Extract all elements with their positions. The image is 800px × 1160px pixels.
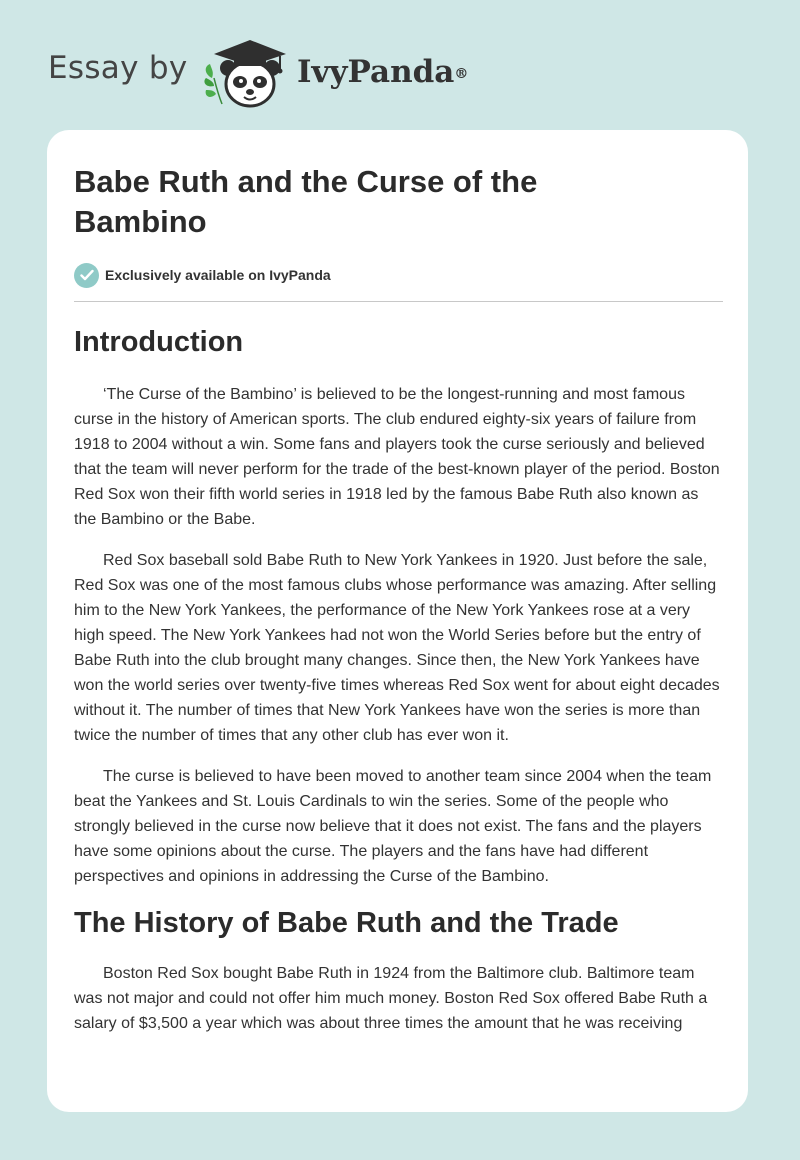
section-heading-history: The History of Babe Ruth and the Trade bbox=[74, 907, 619, 939]
essay-content bbox=[74, 162, 723, 1036]
section-heading-introduction: Introduction bbox=[74, 326, 244, 358]
essay-title: Babe Ruth and the Curse of the Bambino bbox=[74, 164, 538, 239]
paragraph: Boston Red Sox bought Babe Ruth in 1924 from the Baltimore club. Baltimore team was not major and could not offer him much money. Boston Red Sox offered Babe Ruth a salary of $3,500 a year which was about three times the amount that he was receiving bbox=[74, 965, 708, 1032]
essay-by-label: Essay by bbox=[48, 50, 188, 86]
exclusive-badge bbox=[74, 262, 723, 288]
panda-graduate-logo-icon[interactable] bbox=[200, 34, 292, 110]
check-icon bbox=[74, 263, 99, 288]
paragraph: ‘The Curse of the Bambino’ is believed to be the longest-running and most famous curse in the history of American sports. The club endured eighty-six years of failure from 1918 to 2004 without a win. Some fans and players took the curse seriously and believed that the team will never perform for the trade of the best-known player of the period. Boston Red Sox won their fifth world series in 1918 led by the famous Babe Ruth also known as the Bambino or the Babe. bbox=[74, 386, 720, 528]
divider bbox=[74, 301, 723, 302]
brand-name[interactable] bbox=[297, 52, 468, 92]
paragraph: The curse is believed to have been moved to another team since 2004 when the team beat the Yankees and St. Louis Cardinals to win the series. Some of the people who strongly believed in the curse now believe that it does not exist. The fans and the players have some opinions about the curse. The players and the fans have had different perspectives and opinions in addressing the Curse of the Bambino. bbox=[74, 768, 712, 885]
site-header bbox=[0, 0, 800, 130]
essay-card bbox=[47, 130, 748, 1112]
registered-mark: ® bbox=[454, 66, 469, 82]
exclusive-label: Exclusively available on IvyPanda bbox=[105, 267, 331, 283]
brand-text: IvyPanda bbox=[297, 54, 455, 90]
paragraph: Red Sox baseball sold Babe Ruth to New York Yankees in 1920. Just before the sale, Red Sox was one of the most famous clubs whose performance was amazing. After selling him to the New York Yankees, the performance of the New York Yankees rose at a very high speed. The New York Yankees had not won the World Series before but the entry of Babe Ruth into the club brought many changes. Since then, the New York Yankees have won the world series over twenty-five times whereas Red Sox went for about eight decades without it. The number of times that New York Yankees have won the series is more than twice the number of times that any other club has ever won it. bbox=[74, 552, 720, 744]
